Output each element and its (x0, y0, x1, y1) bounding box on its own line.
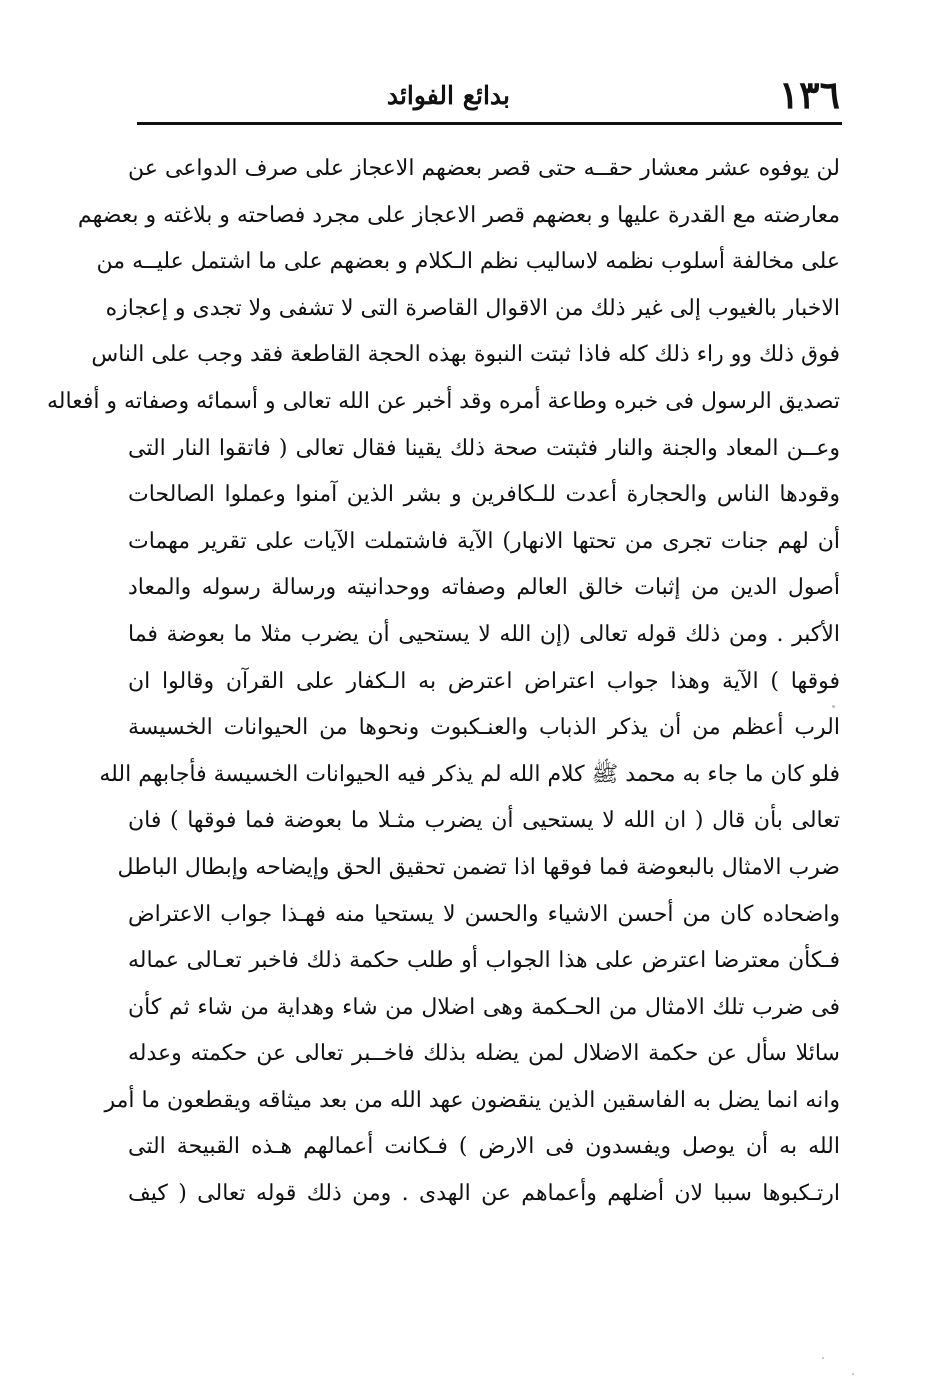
text-line: فلو كان ما جاء به محمد ﷺ كلام الله لم يذكر فيه الحيوانات الخسيسة فأجابهم الله (99, 761, 840, 787)
text-line: فوق ذلك وو راء ذلك كله فاذا ثبتت النبوة بهذه الحجة القاطعة فقد وجب على الناس (91, 342, 840, 368)
text-line: وعــن المعاد والجنة والنار فثبتت صحة ذلك يقينا فقال تعالى ( فاتقوا النار التى (128, 435, 840, 461)
text-line: سائلا سأل عن حكمة الاضلال لمن يضله بذلك فاخــبر تعالى عن حكمته وعدله (128, 1041, 840, 1067)
text-line: واضحاده كان من أحسن الاشياء والحسن لا يستحيا منه فهـذا جواب الاعتراض (128, 901, 840, 927)
scan-speck (832, 705, 835, 708)
text-line: وقودها الناس والحجارة أعدت للـكافرين و بشر الذين آمنوا وعملوا الصالحات (128, 482, 840, 508)
running-title: بدائع الفوائد (386, 81, 510, 110)
text-line: على مخالفة أسلوب نظمه لاساليب نظم الـكلام و بعضهم على ما اشتمل عليــه من (96, 249, 840, 275)
text-line: الاخبار بالغيوب إلى غير ذلك من الاقوال القاصرة التى لا تشفى ولا تجدى و إعجازه (105, 295, 840, 321)
text-line: تعالى بأن قال ( ان الله لا يستحيى أن يضرب مثـلا ما بعوضة فما فوقها ) فان (128, 808, 840, 834)
text-line: الله به أن يوصل ويفسدون فى الارض ) فـكانت أعمالهم هـذه القبيحة التى (128, 1134, 840, 1160)
body-text (47, 146, 840, 1218)
page-header (140, 70, 840, 120)
scan-speck (852, 1373, 854, 1375)
text-line: فـكأن معترضا اعترض على هذا الجواب أو طلب حكمة ذلك فاخبر تعـالى عماله (128, 948, 840, 974)
text-line: الرب أعظم من أن يذكر الذباب والعنـكبوت ونحوها من الحيوانات الخسيسة (128, 715, 840, 741)
page-number: ١٣٦ (778, 72, 840, 117)
text-line: وانه انما يضل به الفاسقين الذين ينقضون عهد الله من بعد ميثاقه ويقطعون ما أمر (104, 1087, 840, 1113)
text-line: أن لهم جنات تجرى من تحتها الانهار) الآية فاشتملت الآيات على تقرير مهمات (128, 528, 840, 554)
text-line: فوقها ) الآية وهذا جواب اعتراض اعترض به الـكفار على القرآن وقالوا ان (128, 668, 840, 694)
text-line: الأكبر . ومن ذلك قوله تعالى (إن الله لا يستحيى أن يضرب مثلا ما بعوضة فما (128, 621, 840, 647)
header-rule (137, 122, 842, 125)
text-line: لن يوفوه عشر معشار حقــه حتى قصر بعضهم الاعجاز على صرف الدواعى عن (128, 156, 840, 181)
scan-speck (822, 1357, 824, 1359)
text-line: فى ضرب تلك الامثال من الحـكمة وهى اضلال من شاء وهداية من شاء ثم كأن (128, 994, 840, 1020)
text-line: أصول الدين من إثبات خالق العالم وصفاته ووحدانيته ورسالة رسوله والمعاد (128, 575, 840, 601)
text-line: ارتـكبوها سببا لان أضلهم وأعماهم عن الهدى . ومن ذلك قوله تعالى ( كيف (128, 1181, 840, 1207)
text-line: معارضته مع القدرة عليها و بعضهم قصر الاعجاز على مجرد فصاحته و بلاغته و بعضهم (77, 202, 840, 228)
text-line: ضرب الامثال بالبعوضة فما فوقها اذا تضمن تحقيق الحق وإيضاحه وإبطال الباطل (117, 854, 840, 880)
text-line: تصديق الرسول فى خبره وطاعة أمره وقد أخبر عن الله تعالى و أسمائه وصفاته و أفعاله (47, 388, 840, 414)
